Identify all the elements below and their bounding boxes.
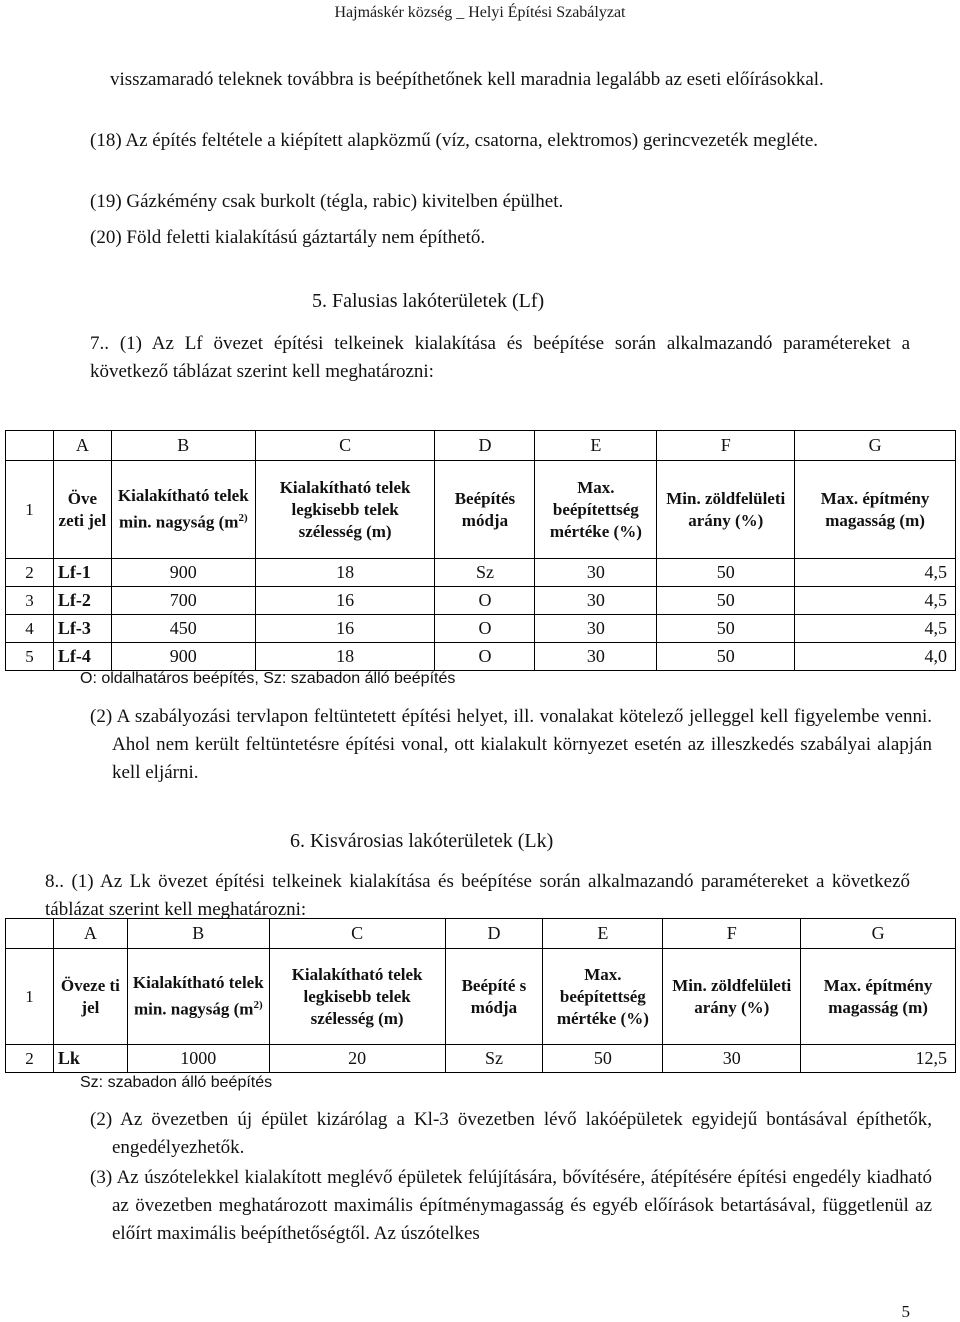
column-header: Kialakítható telek legkisebb telek szélesség (m) <box>269 949 445 1045</box>
table-letter-row <box>6 431 956 461</box>
page-number: 5 <box>901 1302 910 1321</box>
table-row <box>6 587 956 615</box>
column-header: Max. építmény magasság (m) <box>801 949 956 1045</box>
table-cell: 18 <box>255 559 435 587</box>
table-cell: 18 <box>255 643 435 671</box>
table-cell: 16 <box>255 587 435 615</box>
section-6-paragraph-1: 8.. (1) Az Lk övezet építési telkeinek kialakítása és beépítése során alkalmazandó paramétereket a következő táblázat szerint kell meghatározni: <box>45 871 910 920</box>
row-number: 5 <box>6 643 54 671</box>
column-letter: G <box>801 919 956 949</box>
table-cell: 900 <box>111 559 255 587</box>
column-letter: C <box>255 431 435 461</box>
superscript: 2) <box>253 999 263 1012</box>
table-cell: 4,5 <box>795 615 956 643</box>
column-header: Kialakítható telek legkisebb telek szélesség (m) <box>255 461 435 559</box>
section-6-title: 6. Kisvárosias lakóterületek (Lk) <box>290 830 554 852</box>
column-letter: E <box>543 919 663 949</box>
table-cell: 50 <box>657 587 795 615</box>
column-letter: A <box>53 431 111 461</box>
column-letter: G <box>795 431 956 461</box>
table-cell: 12,5 <box>801 1045 956 1073</box>
column-header <box>111 461 255 559</box>
table-letter-row <box>6 919 956 949</box>
table-cell: 4,5 <box>795 587 956 615</box>
table-cell: 450 <box>111 615 255 643</box>
table-cell: 30 <box>535 643 657 671</box>
table-cell: 50 <box>657 615 795 643</box>
superscript: 2) <box>238 512 248 525</box>
table-cell: 30 <box>663 1045 801 1073</box>
column-header: Öveze ti jel <box>53 949 127 1045</box>
column-letter: D <box>445 919 543 949</box>
row-number: 2 <box>6 559 54 587</box>
table-cell: 900 <box>111 643 255 671</box>
column-header: Beépítés módja <box>435 461 535 559</box>
running-header: Hajmáskér község _ Helyi Építési Szabályzat <box>334 4 626 21</box>
table-cell: 50 <box>543 1045 663 1073</box>
table-cell: 30 <box>535 615 657 643</box>
column-header: Max. építmény magasság (m) <box>795 461 956 559</box>
zone-code: Lf-4 <box>53 643 111 671</box>
paragraph-18: (18) Az építés feltétele a kiépített alapközmű (víz, csatorna, elektromos) gerincvezeték megléte. <box>90 130 819 151</box>
table-row <box>6 615 956 643</box>
table-header-row <box>6 461 956 559</box>
table-cell: O <box>435 643 535 671</box>
column-letter: B <box>111 431 255 461</box>
column-letter: A <box>53 919 127 949</box>
column-header: Beépíté s módja <box>445 949 543 1045</box>
column-header: Min. zöldfelületi arány (%) <box>657 461 795 559</box>
column-header: Max. beépítettség mértéke (%) <box>535 461 657 559</box>
paragraph-continuation: visszamaradó teleknek továbbra is beépíthetőnek kell maradnia legalább az eseti előírásokkal. <box>110 69 824 90</box>
table-cell: 30 <box>535 587 657 615</box>
lf-parameter-table <box>5 430 956 671</box>
zone-code: Lf-2 <box>53 587 111 615</box>
column-header: Min. zöldfelületi arány (%) <box>663 949 801 1045</box>
table-header-row <box>6 949 956 1045</box>
section-6-paragraph-3: (3) Az úszótelekkel kialakított meglévő épületek felújítására, bővítésére, átépítésére építési engedély kiadható az övezetben meghatározott maximális építménymagasság és egyéb előírások betartásával, függetlenül az előírt maximális beépíthetőségtől. Az úszótelkes <box>90 1167 932 1244</box>
section-5-paragraph-1-text: 7.. (1) Az Lf övezet építési telkeinek kialakítása és beépítése során alkalmazandó paramétereket a következő táblázat szerint kell meghatározni: <box>90 333 910 382</box>
row-number: 2 <box>6 1045 54 1073</box>
table-cell: O <box>435 587 535 615</box>
column-letter: E <box>535 431 657 461</box>
table-cell <box>6 431 54 461</box>
zone-code: Lk <box>53 1045 127 1073</box>
row-number: 1 <box>6 461 54 559</box>
table-cell: 16 <box>255 615 435 643</box>
column-letter: B <box>127 919 269 949</box>
paragraph-20: (20) Föld feletti kialakítású gáztartály nem építhető. <box>90 227 486 248</box>
table-row <box>6 1045 956 1073</box>
table-cell <box>6 919 54 949</box>
table-cell: 1000 <box>127 1045 269 1073</box>
table-cell: 50 <box>657 643 795 671</box>
section-5-paragraph-1 <box>90 330 910 386</box>
section-5-paragraph-2: (2) A szabályozási tervlapon feltüntetett építési helyet, ill. vonalakat kötelező jelleggel kell figyelembe venni. Ahol nem került feltüntetésre építési vonal, ott kialakult környezet esetén az illeszkedés szabályai alapján kell eljárni. <box>90 706 932 783</box>
column-letter: C <box>269 919 445 949</box>
column-letter: F <box>657 431 795 461</box>
table-cell: Sz <box>435 559 535 587</box>
paragraph-19: (19) Gázkémény csak burkolt (tégla, rabic) kivitelben épülhet. <box>90 191 564 212</box>
row-number: 3 <box>6 587 54 615</box>
section-5-title: 5. Falusias lakóterületek (Lf) <box>312 290 545 312</box>
column-header-text: Kialakítható telek min. nagyság (m <box>117 486 249 532</box>
table-cell: Sz <box>445 1045 543 1073</box>
column-letter: F <box>663 919 801 949</box>
column-letter: D <box>435 431 535 461</box>
row-number: 4 <box>6 615 54 643</box>
lk-parameter-table <box>5 918 956 1073</box>
zone-code: Lf-1 <box>53 559 111 587</box>
zone-code: Lf-3 <box>53 615 111 643</box>
table-cell: 4,5 <box>795 559 956 587</box>
table-cell: 700 <box>111 587 255 615</box>
column-header: Max. beépítettség mértéke (%) <box>543 949 663 1045</box>
column-header: Öve zeti jel <box>53 461 111 559</box>
table-note: Sz: szabadon álló beépítés <box>80 1074 273 1091</box>
table-cell: 30 <box>535 559 657 587</box>
table-cell: 4,0 <box>795 643 956 671</box>
table-cell: 20 <box>269 1045 445 1073</box>
row-number: 1 <box>6 949 54 1045</box>
column-header-text: Kialakítható telek min. nagyság (m <box>132 973 264 1019</box>
table-cell: O <box>435 615 535 643</box>
section-6-paragraph-2: (2) Az övezetben új épület kizárólag a Kl-3 övezetben lévő lakóépületek egyidejű bontásával építhetők, engedélyezhetők. <box>90 1109 932 1158</box>
table-cell: 50 <box>657 559 795 587</box>
column-header <box>127 949 269 1045</box>
table-note: O: oldalhatáros beépítés, Sz: szabadon álló beépítés <box>80 670 456 687</box>
table-row <box>6 643 956 671</box>
table-row <box>6 559 956 587</box>
